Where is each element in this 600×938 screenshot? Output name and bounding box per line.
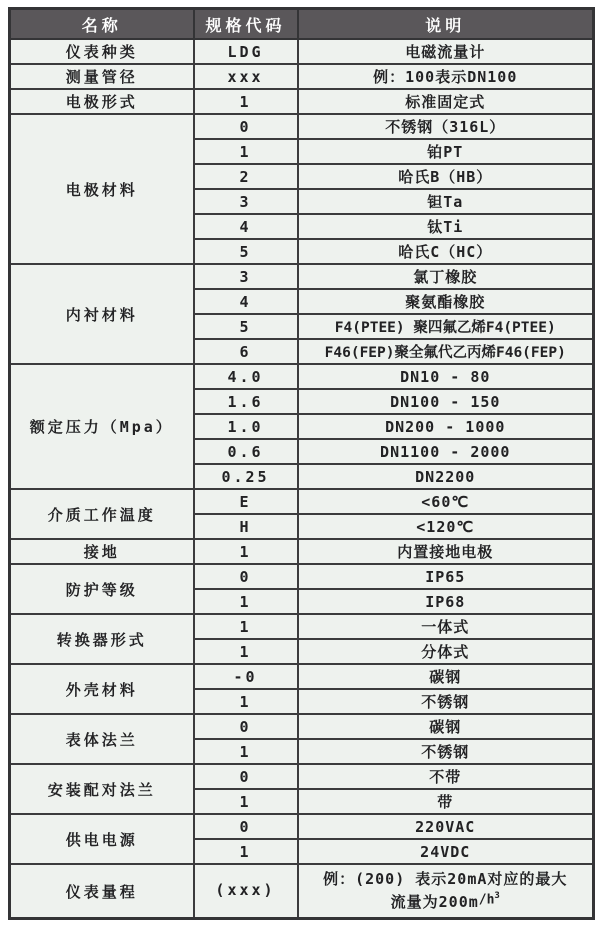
spec-desc-cell: DN10 - 80: [298, 364, 594, 389]
table-row: [10, 64, 594, 89]
flow-unit: $/h^3$: [478, 890, 500, 907]
row-group-name-cell: 接地: [10, 539, 194, 564]
row-group-name-cell: 仪表种类: [10, 39, 194, 64]
spec-code-cell: 0: [194, 814, 298, 839]
row-group-name-cell: 电极形式: [10, 89, 194, 114]
table-row: [10, 714, 594, 739]
spec-desc-cell: 哈氏C（HC）: [298, 239, 594, 264]
spec-code-cell: H: [194, 514, 298, 539]
row-group-name-cell: 额定压力（Mpa）: [10, 364, 194, 489]
spec-desc-cell: 不锈钢: [298, 739, 594, 764]
row-group-name-cell: 转换器形式: [10, 614, 194, 664]
spec-desc-cell: IP68: [298, 589, 594, 614]
spec-code-cell: 0.6: [194, 439, 298, 464]
table-row: [10, 114, 594, 139]
spec-desc-cell: 碳钢: [298, 714, 594, 739]
row-group-name-cell: 电极材料: [10, 114, 194, 264]
spec-desc-cell: 钽Ta: [298, 189, 594, 214]
spec-code-cell: 1: [194, 689, 298, 714]
spec-desc-cell: 分体式: [298, 639, 594, 664]
row-group-name-cell: 外壳材料: [10, 664, 194, 714]
spec-code-cell: 6: [194, 339, 298, 364]
spec-desc-cell: 24VDC: [298, 839, 594, 864]
spec-code-cell: 1: [194, 614, 298, 639]
spec-desc-cell: DN1100 - 2000: [298, 439, 594, 464]
spec-code-cell: 1: [194, 739, 298, 764]
spec-desc-cell: [298, 864, 594, 919]
row-group-name-cell: 防护等级: [10, 564, 194, 614]
spec-code-cell: 0: [194, 114, 298, 139]
spec-code-cell: (xxx): [194, 864, 298, 919]
table-row: [10, 764, 594, 789]
row-group-name-cell: 介质工作温度: [10, 489, 194, 539]
table-row: [10, 814, 594, 839]
spec-desc-cell: DN100 - 150: [298, 389, 594, 414]
spec-desc-cell: 氯丁橡胶: [298, 264, 594, 289]
table-row: [10, 264, 594, 289]
spec-code-cell: 1: [194, 839, 298, 864]
spec-desc-cell: DN2200: [298, 464, 594, 489]
spec-code-cell: 0: [194, 714, 298, 739]
spec-desc-cell: 钛Ti: [298, 214, 594, 239]
spec-desc-cell: F46(FEP)聚全氟代乙丙烯F46(FEP): [298, 339, 594, 364]
row-group-name-cell: 内衬材料: [10, 264, 194, 364]
spec-desc-cell: 220VAC: [298, 814, 594, 839]
table-row: [10, 489, 594, 514]
spec-desc-cell: IP65: [298, 564, 594, 589]
table-row: [10, 864, 594, 919]
spec-code-cell: E: [194, 489, 298, 514]
spec-code-cell: 1: [194, 789, 298, 814]
spec-table: [8, 7, 595, 920]
table-row: [10, 614, 594, 639]
spec-desc-cell: DN200 - 1000: [298, 414, 594, 439]
spec-code-cell: 1: [194, 539, 298, 564]
spec-code-cell: 4: [194, 214, 298, 239]
spec-desc-cell: 哈氏B（HB）: [298, 164, 594, 189]
spec-code-cell: 1: [194, 589, 298, 614]
desc-line-2: 流量为$200m/h^3$: [390, 890, 500, 911]
spec-desc-cell: 不锈钢（316L）: [298, 114, 594, 139]
spec-desc-cell: 不锈钢: [298, 689, 594, 714]
header-row: [10, 9, 594, 40]
spec-desc-cell: F4(PTEE) 聚四氟乙烯F4(PTEE): [298, 314, 594, 339]
table-row: [10, 539, 594, 564]
spec-code-cell: 5: [194, 314, 298, 339]
spec-code-cell: xxx: [194, 64, 298, 89]
spec-desc-cell: 例：100表示DN100: [298, 64, 594, 89]
spec-table-header: [10, 9, 594, 40]
table-row: [10, 89, 594, 114]
row-group-name-cell: 供电电源: [10, 814, 194, 864]
table-row: [10, 564, 594, 589]
spec-code-cell: 5: [194, 239, 298, 264]
column-header-name: 名称: [10, 9, 194, 40]
table-row: [10, 364, 594, 389]
spec-code-cell: 0: [194, 764, 298, 789]
spec-code-cell: 3: [194, 264, 298, 289]
spec-desc-cell: 聚氨酯橡胶: [298, 289, 594, 314]
spec-code-cell: 3: [194, 189, 298, 214]
table-row: [10, 39, 594, 64]
spec-desc-cell: <60℃: [298, 489, 594, 514]
spec-code-cell: 0: [194, 564, 298, 589]
spec-desc-cell: 碳钢: [298, 664, 594, 689]
column-header-code: 规格代码: [194, 9, 298, 40]
spec-desc-cell: 一体式: [298, 614, 594, 639]
spec-table-body: [10, 39, 594, 919]
spec-code-cell: 1: [194, 139, 298, 164]
spec-code-cell: 4: [194, 289, 298, 314]
spec-code-cell: 1: [194, 639, 298, 664]
row-group-name-cell: 测量管径: [10, 64, 194, 89]
row-group-name-cell: 表体法兰: [10, 714, 194, 764]
spec-code-cell: -0: [194, 664, 298, 689]
spec-code-cell: 4.0: [194, 364, 298, 389]
spec-code-cell: 1.6: [194, 389, 298, 414]
spec-desc-cell: 铂PT: [298, 139, 594, 164]
spec-code-cell: 0.25: [194, 464, 298, 489]
row-group-name-cell: 仪表量程: [10, 864, 194, 919]
desc-line-1: 例：(200) 表示20mA对应的最大: [323, 869, 568, 888]
spec-desc-cell: 标准固定式: [298, 89, 594, 114]
spec-code-cell: 1: [194, 89, 298, 114]
spec-code-cell: 2: [194, 164, 298, 189]
spec-desc-cell: 电磁流量计: [298, 39, 594, 64]
table-row: [10, 664, 594, 689]
spec-code-cell: LDG: [194, 39, 298, 64]
column-header-desc: 说明: [298, 9, 594, 40]
spec-desc-cell: 内置接地电极: [298, 539, 594, 564]
row-group-name-cell: 安装配对法兰: [10, 764, 194, 814]
spec-desc-cell: 带: [298, 789, 594, 814]
spec-desc-cell: 不带: [298, 764, 594, 789]
spec-code-cell: 1.0: [194, 414, 298, 439]
spec-desc-cell: <120℃: [298, 514, 594, 539]
